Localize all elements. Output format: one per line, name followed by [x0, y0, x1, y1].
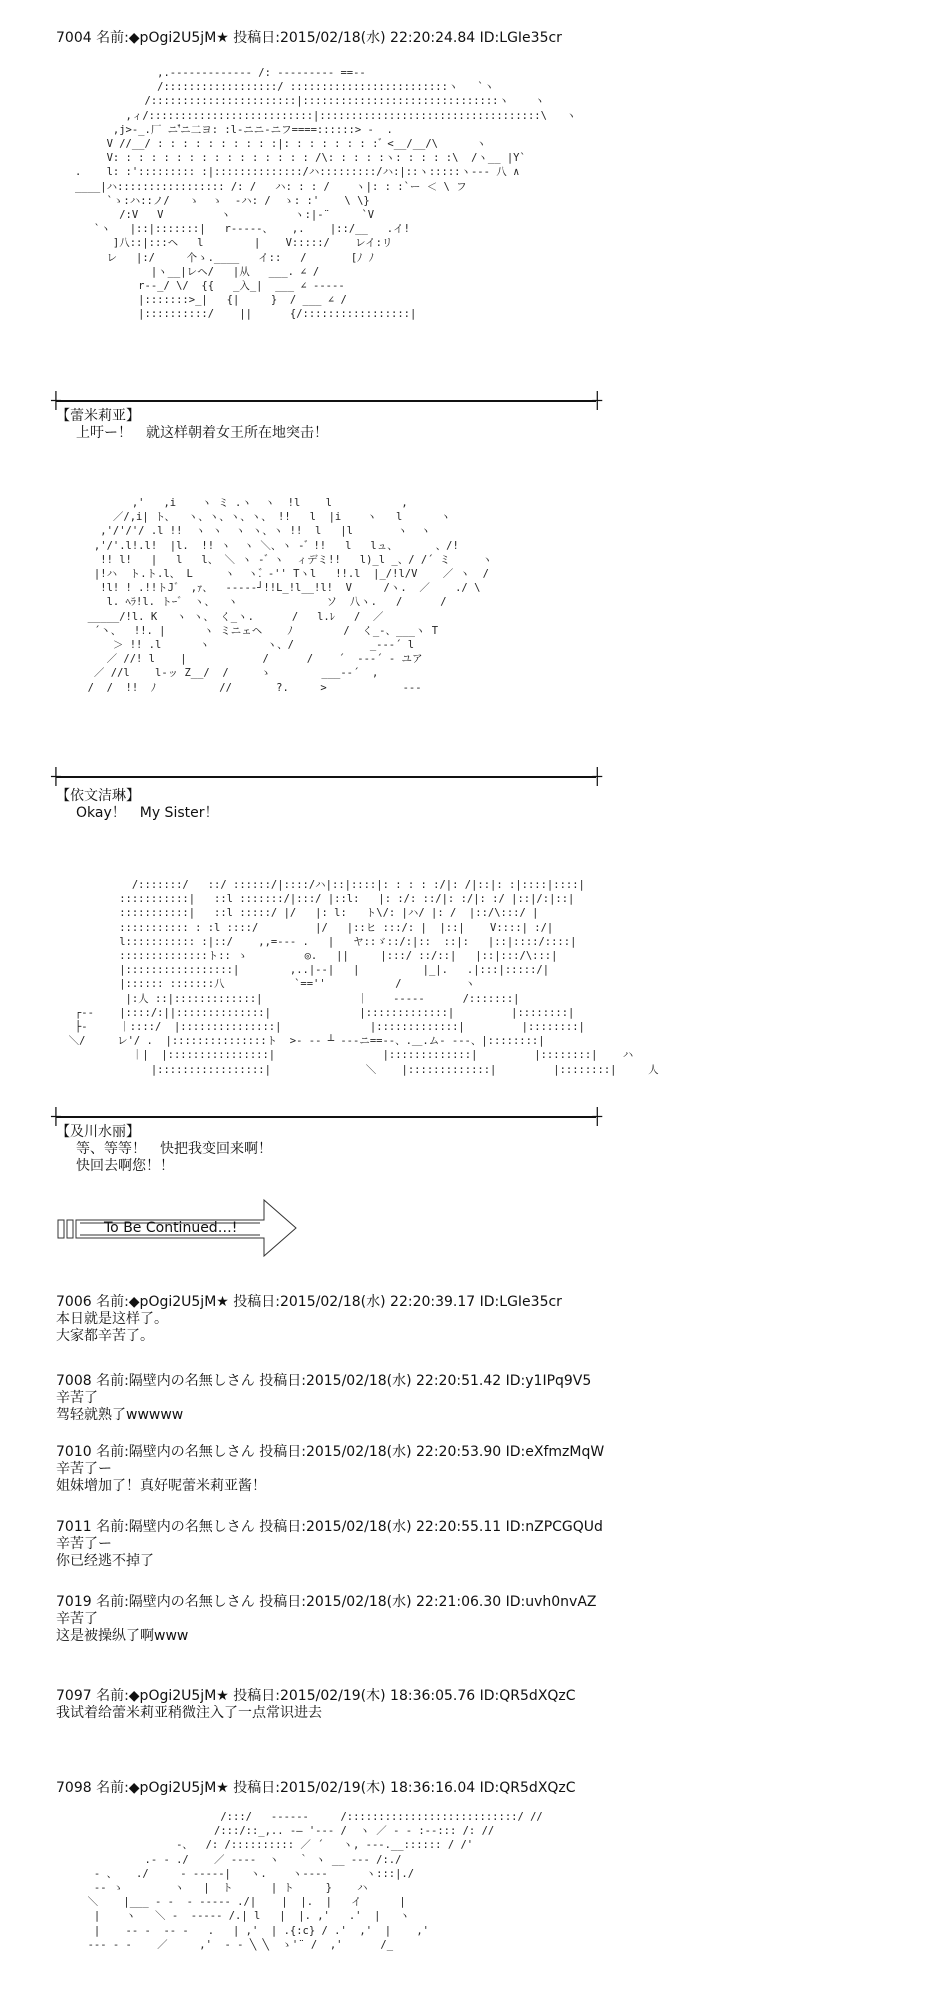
ascii-art-final: /:::/ ‐‐‐‐‐‐ /:::::::::::::::::::::::::::/ // /:::/::_,.. -― '‐‐‐ / ヽ ／ ‐ ‐ :‐‐::: /: // ‐、 /: /:::::::::: ／ ´ ヽ, ‐‐‐.__:::::: / /' .- ‐ ./ ／ ‐‐‐‐ ヽ ｀ ヽ __ ‐‐‐ /:./ ‐ 、 ./ ‐ ‐‐‐‐‐| ヽ. ヽ‐‐‐‐ ヽ:::|./ ‐‐ ゝ ヽ | ト | ト } ハ ＼ |___ ‐ ‐ ‐ ‐‐‐‐‐ ./| | |. | イ | | ヽ ＼ ‐ ‐‐‐‐‐ /.| l | |. ,' .' | ヽ | ‐‐ ‐ ‐‐ ‐ . | ,' | .{:c} / .' ,' | ,' ‐‐‐ ‐ ‐ ／ ,' ‐ ‐ ╲ ╲ ゝ'¨ / ,' /_	[87, 1811, 543, 1951]
post-header: 7011 名前:隔壁内の名無しさん 投稿日:2015/02/18(水) 22:20:55.11 ID:nZPCGQUd	[56, 1519, 603, 1535]
dialog-speaker: 【依文洁琳】	[56, 788, 140, 804]
post-body-line: 大家都辛苦了。	[56, 1328, 154, 1344]
post-body-line: 姐妹增加了！真好呢蕾米莉亚酱！	[56, 1478, 266, 1494]
post-header: 7004 名前:◆pOgi2U5jM★ 投稿日:2015/02/18(水) 22:20:24.84 ID:LGIe35cr	[56, 30, 562, 46]
post-header: 7019 名前:隔壁内の名無しさん 投稿日:2015/02/18(水) 22:21:06.30 ID:uvh0nvAZ	[56, 1594, 597, 1610]
post-body-line: 辛苦了	[56, 1611, 98, 1627]
post-7004	[56, 30, 562, 47]
post-body-line: 本日就是这样了。	[56, 1311, 168, 1327]
dialog-line: 上吁ー！ 就这样朝着女王所在地突击！	[76, 425, 328, 441]
dialog-speaker: 【蕾米莉亚】	[56, 408, 140, 424]
dialog-oikawa	[56, 1124, 272, 1175]
post-header: 7097 名前:◆pOgi2U5jM★ 投稿日:2015/02/19(木) 18:36:05.76 ID:QR5dXQzC	[56, 1688, 576, 1704]
post-7098	[56, 1780, 576, 1797]
divider-cross-right-icon: ┼	[592, 1107, 602, 1126]
ascii-art-evangeline: ,' ,i ヽ ミ .ヽ ヽ !l l , ／/,i| ト、 ヽ、ヽ、ヽ、ヽ、 !! l |i ヽ l ヽ ,'/'/'/ .l !! ヽ ヽ ヽ ヽ、ヽ !! l |l ヽ ヽ ,'/'.l!.l! |l. !! ヽ ヽ ＼、ヽ ‐ ゙ !! l lュ、 、/! !! l! | l l、 ＼ ヽ ‐ ゙ ヽ ィデミ!! l)_l _、/ /´ ミ ヽ |!ハ ト.ト.l、 L ヽ ヽ.゙ ‐'' Tヽl !!.l |_/!l/V ／ ヽ / !l! ! .!!トJ゛ ,ｧ、 ‐‐‐‐‐┘!!L_!l__!l! V /ヽ. ／ ./ \ l. ﾍﾗ!l. トｰ゛ ヽ、 ヽ ソ 八ヽ. / / _____/!l. K ヽ ヽ、 く_ヽ. / l.ﾚ / ／ ´丶、 !!. | ヽ ミニェヘ ﾉ / く_‐、___ヽ T ＞ !! .l ヽ ヽ、/ _‐‐‐´ l ／ //! l | / / ´ ‐‐‐´ ‐ ユア ／ //l l‐ッ Z__/ / ゝ ___‐‐´ , / / !! ﾉ // ?. > ‐‐‐	[87, 497, 493, 694]
ascii-art-oikawa: /:::::::/ ::/ ::::::/|::::/ハ|::|::::|: : : : :/|: /|::|: :|::::|::::| :::::::::::| ::l :::::::/|:::/ |::l: |: :/: ::/|: :/|: :/ |::|/:|::| :::::::::::| ::l :::::/ |/ |: l: ト\/: |ハ/ |: / |::/\:::/ | ::::::::::: : :l ::::/ |/ |::ヒ :::/: | |::| V::::| :/| l::::::::::: :|::/ ,,=‐‐‐ . | ヤ::ゞ::/:|:: ::|: |::|::::/::::| ::::::::::::::ト:: ゝ ◎. || |:::/ ::/::| |::|:::/\:::| |:::::::::::::::::| ,..|‐‐| | |_|. .|:::|:::::/| |:::::: :::::::八 `=='' / ヽ |:人 ::|:::::::::::::| ｜ ‐‐‐‐‐ /:::::::| ┌‐‐ |::::/:||::::::::::::::| |:::::::::::::| |::::::::| ├‐ ｜::::/ |:::::::::::::::| |:::::::::::::| |::::::::| ＼/ レ'/ . |:::::::::::::::ト >‐ ‐‐ ┴ ‐‐‐ニ==‐-、.＿.ム‐ ‐‐‐、|::::::::| ｜| |::::::::::::::::| |:::::::::::::| |::::::::| ハ |:::::::::::::::::| ＼ |:::::::::::::| |::::::::| 人	[68, 879, 659, 1076]
dialog-line: 快回去啊您！！	[76, 1158, 174, 1174]
dialog-evangeline	[56, 788, 219, 822]
post-body-line: 辛苦了	[56, 1390, 98, 1406]
post-7010	[56, 1444, 604, 1495]
post-body-line: 驾轻就熟了wwwww	[56, 1407, 184, 1423]
scene-divider	[51, 767, 602, 786]
dialog-line: Okay！ My Sister！	[76, 805, 219, 821]
post-7006	[56, 1294, 562, 1345]
post-body-line: 我试着给蕾米莉亚稍微注入了一点常识进去	[56, 1705, 322, 1721]
dialog-speaker: 【及川水丽】	[56, 1124, 140, 1140]
scene-divider	[51, 1107, 602, 1126]
post-7019	[56, 1594, 597, 1645]
post-7008	[56, 1373, 591, 1424]
divider-cross-left-icon: ┼	[51, 767, 61, 786]
post-7097	[56, 1688, 576, 1722]
divider-cross-left-icon: ┼	[51, 1107, 61, 1126]
ascii-art-remilia: ,.-‐‐‐‐‐‐‐‐‐‐-‐ /: ‐‐‐‐‐‐‐‐‐ ==-‐ /::::::::::::::::::/ :::::::::::::::::::::::::ヽ `ヽ /:::::::::::::::::::::::|:::::::::::::::::::::::::::::::ヽ ヽ ,ィ/::::::::::::::::::::::::::|:::::::::::::::::::::::::::::::::::\ ヽ ,j>‐_.厂 ニ'゙ニ二ヨ: :l‐ニニ‐ニフ====::::::> ‐ . V //__/ : : : : : : : : : :|: : : : : : : : ゙ <__/__/\ ヽ V: : : : : : : : : : : : : : : : /\: : : : :ヽ: : : : :\ /ヽ__ |Y` . l: :'::::::::: :|::::::::::::::/ハ:::::::::/ハ:|::ヽ:::::ヽ‐‐‐ 八 ∧ ____|ハ::::::::::::::::: /: / ハ: : : / ヽ|: : :`ー ＜ \ フ `ゝ:ハ::ノ/ ゝ ゝ ‐ハ: / ゝ: :' \ \} /:V V ヽ ヽ:|‐¨ `V `ヽ |::|:::::::| r‐‐‐‐-、 ,. |::/__ .イ! ]八::|:::ヘ l | V:::::/ レイ:リ レ |:/ 个ゝ.____ イ:: / [ﾉ ﾉ |ヽ__|レヘ/ |从 ___. ∠ / r‐-_/ \/ {{ _入_| ___ ∠ ‐‐‐‐‐ |:::::::>_| {| } / ___ ∠ / |::::::::::/ || {/:::::::::::::::::|	[74, 67, 577, 321]
post-header: 7098 名前:◆pOgi2U5jM★ 投稿日:2015/02/19(木) 18:36:16.04 ID:QR5dXQzC	[56, 1780, 576, 1796]
to-be-continued-label: To Be Continued…!	[104, 1220, 238, 1236]
post-body-line: 辛苦了ー	[56, 1536, 112, 1552]
post-header: 7008 名前:隔壁内の名無しさん 投稿日:2015/02/18(水) 22:20:51.42 ID:y1IPq9V5	[56, 1373, 592, 1389]
post-header: 7006 名前:◆pOgi2U5jM★ 投稿日:2015/02/18(水) 22:20:39.17 ID:LGIe35cr	[56, 1294, 562, 1310]
post-body-line: 你已经逃不掉了	[56, 1553, 154, 1569]
post-body-line: 辛苦了ー	[56, 1461, 112, 1477]
scene-divider	[51, 391, 602, 410]
divider-cross-right-icon: ┼	[592, 767, 602, 786]
post-header: 7010 名前:隔壁内の名無しさん 投稿日:2015/02/18(水) 22:20:53.90 ID:eXfmzMqW	[56, 1444, 605, 1460]
to-be-continued-arrow	[56, 1196, 316, 1260]
divider-cross-right-icon: ┼	[592, 391, 602, 410]
dialog-line: 等、等等！ 快把我变回来啊！	[76, 1141, 272, 1157]
divider-cross-left-icon: ┼	[51, 391, 61, 410]
dialog-remilia	[56, 408, 328, 442]
post-body-line: 这是被操纵了啊www	[56, 1628, 189, 1644]
post-7011	[56, 1519, 603, 1570]
